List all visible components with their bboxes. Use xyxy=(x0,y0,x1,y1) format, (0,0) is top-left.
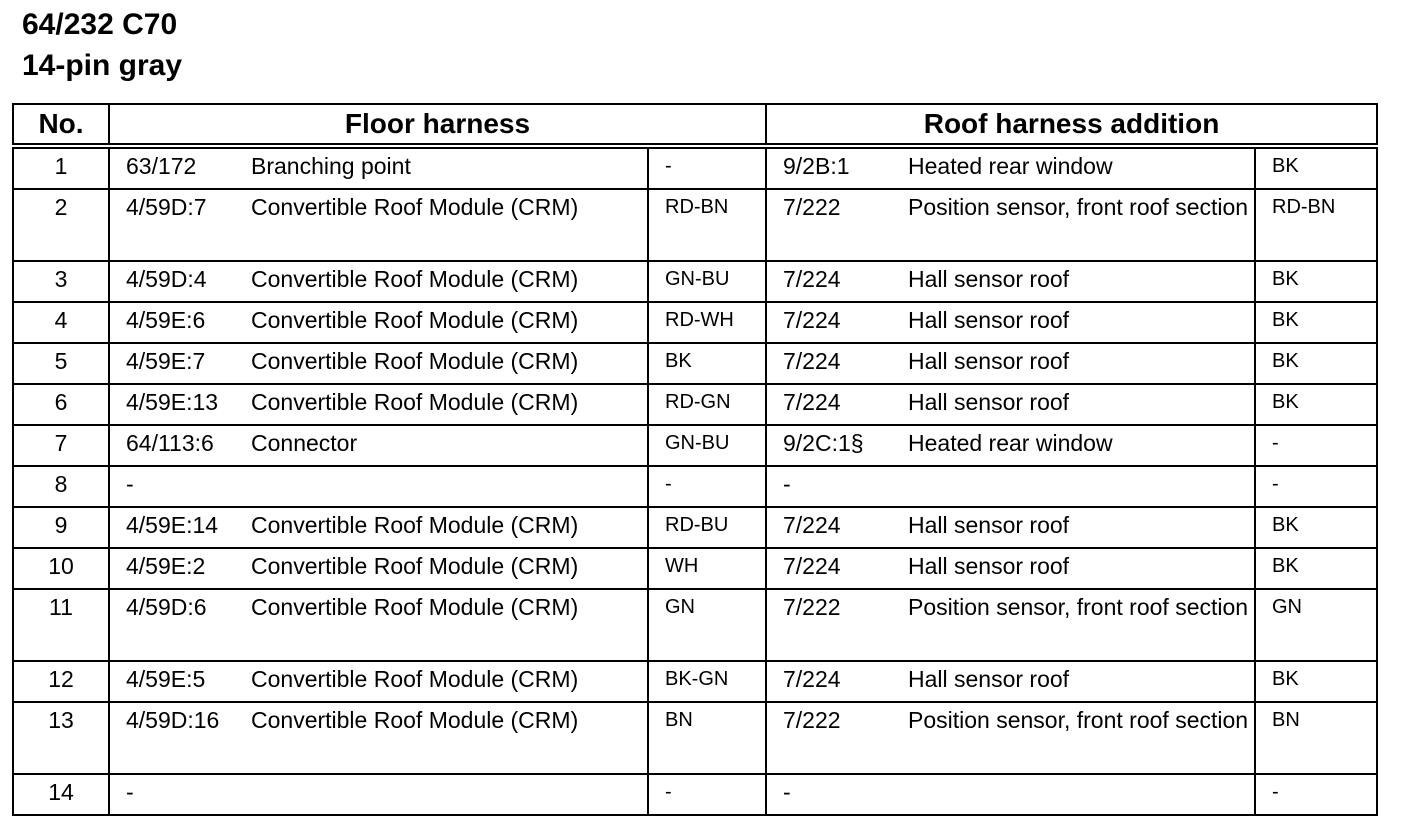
floor-reference: - xyxy=(109,466,249,507)
floor-wire-color: GN-BU xyxy=(648,261,766,302)
floor-wire-color: - xyxy=(648,146,766,189)
roof-wire-color: BN xyxy=(1255,702,1377,774)
roof-reference: 7/224 xyxy=(766,548,906,589)
roof-reference: 7/222 xyxy=(766,189,906,261)
roof-wire-color: - xyxy=(1255,466,1377,507)
pin-number: 14 xyxy=(13,774,109,815)
floor-reference: 4/59D:4 xyxy=(109,261,249,302)
roof-reference: - xyxy=(766,466,906,507)
floor-reference: 4/59D:16 xyxy=(109,702,249,774)
floor-reference: 4/59E:5 xyxy=(109,661,249,702)
pin-number: 6 xyxy=(13,384,109,425)
floor-description xyxy=(249,466,648,507)
floor-description xyxy=(249,774,648,815)
floor-description: Convertible Roof Module (CRM) xyxy=(249,343,648,384)
roof-reference: 7/224 xyxy=(766,507,906,548)
roof-description: Hall sensor roof xyxy=(906,507,1255,548)
roof-wire-color: RD-BN xyxy=(1255,189,1377,261)
floor-wire-color: GN xyxy=(648,589,766,661)
connector-id-title: 64/232 C70 xyxy=(22,8,178,41)
floor-description: Convertible Roof Module (CRM) xyxy=(249,302,648,343)
floor-reference: 4/59D:6 xyxy=(109,589,249,661)
floor-reference: 4/59E:13 xyxy=(109,384,249,425)
table-row xyxy=(13,702,1377,774)
floor-wire-color: RD-BN xyxy=(648,189,766,261)
roof-wire-color: BK xyxy=(1255,343,1377,384)
roof-description: Hall sensor roof xyxy=(906,548,1255,589)
header-no: No. xyxy=(13,104,109,146)
roof-reference: 7/222 xyxy=(766,702,906,774)
roof-wire-color: BK xyxy=(1255,146,1377,189)
pin-number: 8 xyxy=(13,466,109,507)
roof-wire-color: BK xyxy=(1255,507,1377,548)
floor-wire-color: BN xyxy=(648,702,766,774)
pin-assignment-table xyxy=(12,103,1378,816)
connector-type-title: 14-pin gray xyxy=(22,49,183,82)
floor-wire-color: - xyxy=(648,466,766,507)
floor-wire-color: BK-GN xyxy=(648,661,766,702)
floor-wire-color: RD-GN xyxy=(648,384,766,425)
floor-description: Convertible Roof Module (CRM) xyxy=(249,589,648,661)
roof-reference: - xyxy=(766,774,906,815)
floor-wire-color: RD-BU xyxy=(648,507,766,548)
floor-reference: 4/59E:2 xyxy=(109,548,249,589)
roof-description: Hall sensor roof xyxy=(906,384,1255,425)
header-floor-harness: Floor harness xyxy=(109,104,766,146)
roof-description: Position sensor, front roof section xyxy=(906,702,1255,774)
roof-description: Heated rear window xyxy=(906,146,1255,189)
pin-number: 12 xyxy=(13,661,109,702)
table-row xyxy=(13,425,1377,466)
table-row xyxy=(13,302,1377,343)
pin-number: 10 xyxy=(13,548,109,589)
roof-reference: 9/2B:1 xyxy=(766,146,906,189)
floor-description: Convertible Roof Module (CRM) xyxy=(249,261,648,302)
floor-reference: 4/59D:7 xyxy=(109,189,249,261)
table-row xyxy=(13,189,1377,261)
roof-wire-color: - xyxy=(1255,774,1377,815)
floor-description: Convertible Roof Module (CRM) xyxy=(249,189,648,261)
pin-number: 9 xyxy=(13,507,109,548)
roof-reference: 7/224 xyxy=(766,343,906,384)
table-row xyxy=(13,661,1377,702)
roof-reference: 7/224 xyxy=(766,661,906,702)
pin-number: 13 xyxy=(13,702,109,774)
floor-wire-color: RD-WH xyxy=(648,302,766,343)
pin-number: 5 xyxy=(13,343,109,384)
floor-description: Convertible Roof Module (CRM) xyxy=(249,702,648,774)
floor-wire-color: GN-BU xyxy=(648,425,766,466)
pin-number: 3 xyxy=(13,261,109,302)
roof-wire-color: BK xyxy=(1255,384,1377,425)
table-row xyxy=(13,774,1377,815)
table-header-row xyxy=(13,104,1377,146)
floor-description: Connector xyxy=(249,425,648,466)
roof-wire-color: BK xyxy=(1255,261,1377,302)
roof-description: Hall sensor roof xyxy=(906,261,1255,302)
floor-reference: - xyxy=(109,774,249,815)
header-roof-harness: Roof harness addition xyxy=(766,104,1377,146)
roof-description: Position sensor, front roof section xyxy=(906,189,1255,261)
roof-wire-color: BK xyxy=(1255,661,1377,702)
floor-description: Convertible Roof Module (CRM) xyxy=(249,661,648,702)
floor-reference: 64/113:6 xyxy=(109,425,249,466)
floor-wire-color: BK xyxy=(648,343,766,384)
roof-reference: 7/222 xyxy=(766,589,906,661)
table-row xyxy=(13,507,1377,548)
floor-reference: 4/59E:14 xyxy=(109,507,249,548)
roof-description: Heated rear window xyxy=(906,425,1255,466)
roof-description xyxy=(906,466,1255,507)
roof-description: Hall sensor roof xyxy=(906,661,1255,702)
roof-reference: 9/2C:1§ xyxy=(766,425,906,466)
floor-description: Convertible Roof Module (CRM) xyxy=(249,384,648,425)
table-row xyxy=(13,589,1377,661)
table-row xyxy=(13,384,1377,425)
floor-reference: 4/59E:6 xyxy=(109,302,249,343)
table-row xyxy=(13,466,1377,507)
floor-reference: 63/172 xyxy=(109,146,249,189)
pin-number: 4 xyxy=(13,302,109,343)
pin-number: 11 xyxy=(13,589,109,661)
floor-wire-color: WH xyxy=(648,548,766,589)
table-row xyxy=(13,548,1377,589)
pin-number: 2 xyxy=(13,189,109,261)
roof-wire-color: - xyxy=(1255,425,1377,466)
roof-wire-color: GN xyxy=(1255,589,1377,661)
floor-description: Branching point xyxy=(249,146,648,189)
roof-description: Hall sensor roof xyxy=(906,302,1255,343)
roof-description xyxy=(906,774,1255,815)
pin-number: 7 xyxy=(13,425,109,466)
floor-description: Convertible Roof Module (CRM) xyxy=(249,548,648,589)
roof-reference: 7/224 xyxy=(766,384,906,425)
table-row xyxy=(13,146,1377,189)
roof-reference: 7/224 xyxy=(766,261,906,302)
roof-wire-color: BK xyxy=(1255,302,1377,343)
table-row xyxy=(13,343,1377,384)
floor-wire-color: - xyxy=(648,774,766,815)
table-row xyxy=(13,261,1377,302)
pin-number: 1 xyxy=(13,146,109,189)
floor-reference: 4/59E:7 xyxy=(109,343,249,384)
roof-wire-color: BK xyxy=(1255,548,1377,589)
roof-description: Hall sensor roof xyxy=(906,343,1255,384)
roof-reference: 7/224 xyxy=(766,302,906,343)
roof-description: Position sensor, front roof section xyxy=(906,589,1255,661)
floor-description: Convertible Roof Module (CRM) xyxy=(249,507,648,548)
